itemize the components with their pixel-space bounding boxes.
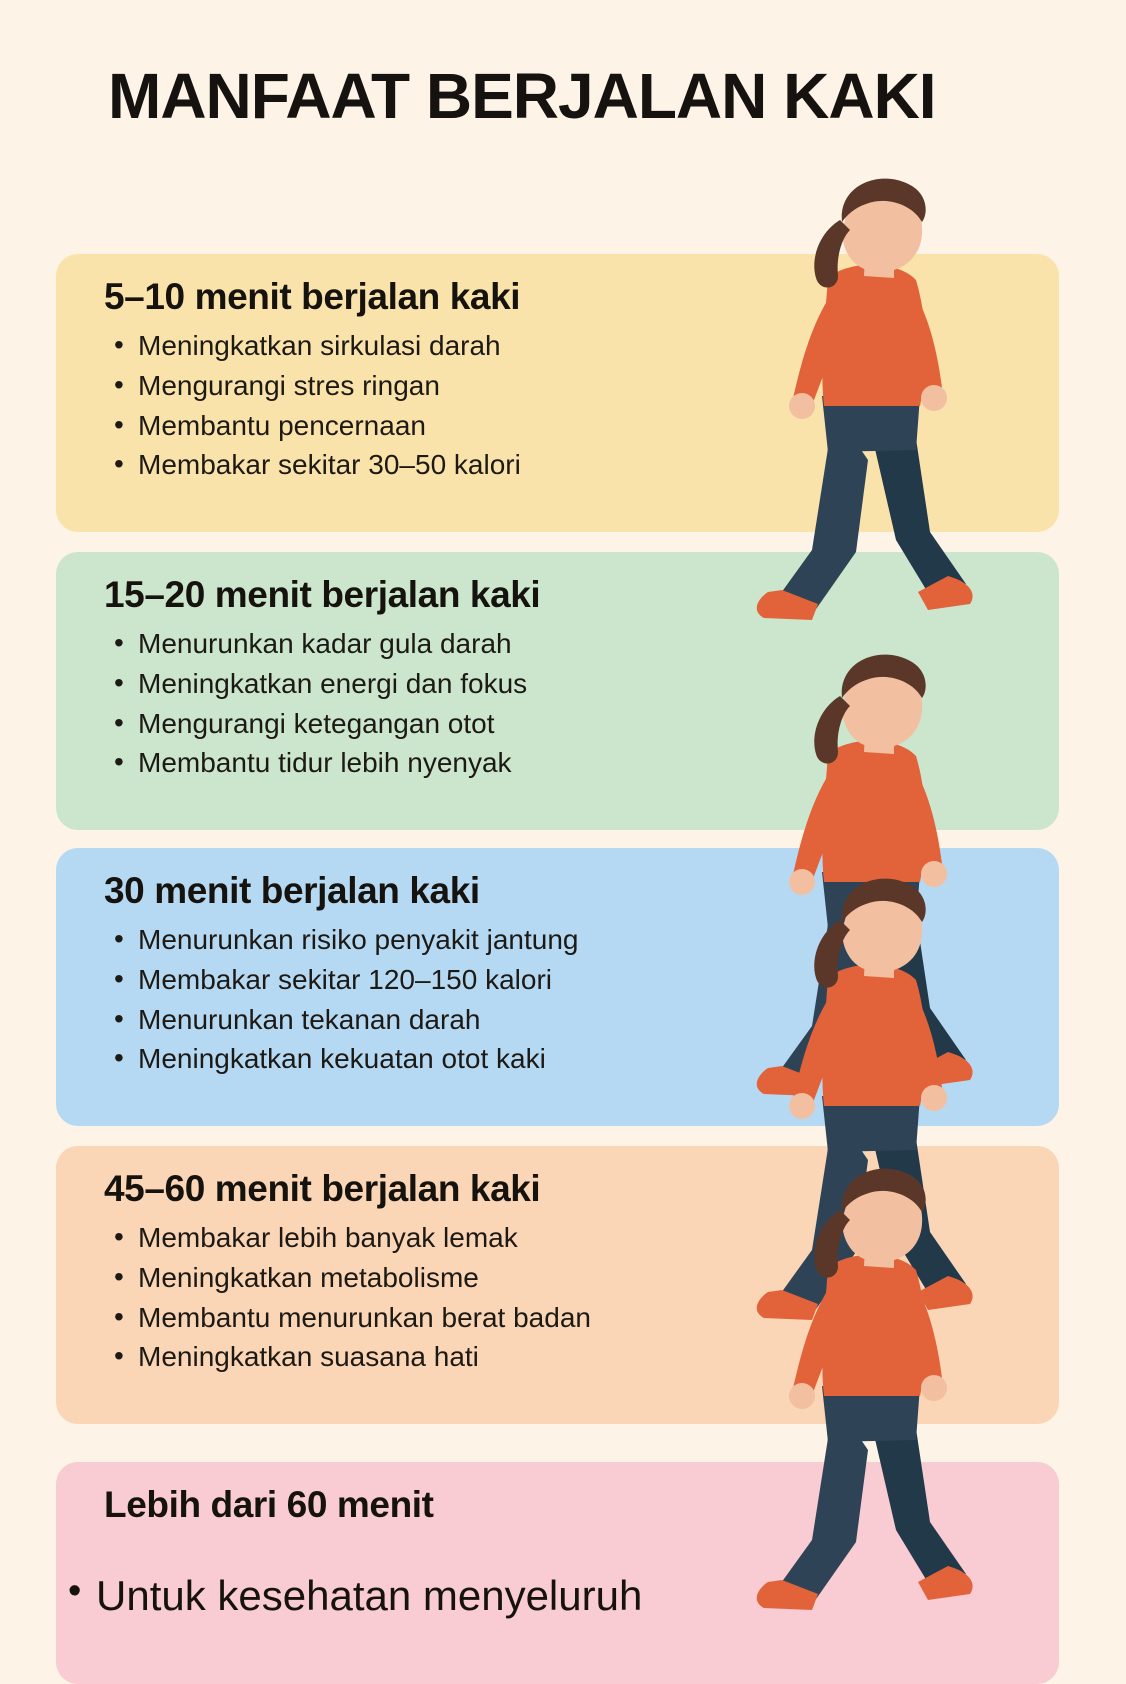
list-item: • Meningkatkan metabolisme <box>104 1258 1029 1298</box>
benefit-card <box>56 552 1059 830</box>
list-item: • Mengurangi stres ringan <box>104 366 1029 406</box>
list-item: • Membantu tidur lebih nyenyak <box>104 743 1029 783</box>
list-item: • Meningkatkan energi dan fokus <box>104 664 1029 704</box>
list-item: • Menurunkan tekanan darah <box>104 1000 1029 1040</box>
card-title: 45–60 menit berjalan kaki <box>104 1168 541 1209</box>
page-title: MANFAAT BERJALAN KAKI <box>108 60 936 132</box>
card-bullet-list <box>104 1218 1029 1377</box>
list-item: • Mengurangi ketegangan otot <box>104 704 1029 744</box>
closing-line: • Untuk kesehatan menyeluruh <box>62 1572 1065 1620</box>
list-item: • Membantu pencernaan <box>104 406 1029 446</box>
list-item: • Membantu menurunkan berat badan <box>104 1298 1029 1338</box>
benefit-card <box>56 254 1059 532</box>
card-title: 15–20 menit berjalan kaki <box>104 574 541 615</box>
list-item: • Membakar sekitar 30–50 kalori <box>104 445 1029 485</box>
list-item: • Meningkatkan kekuatan otot kaki <box>104 1039 1029 1079</box>
list-item: • Meningkatkan suasana hati <box>104 1337 1029 1377</box>
card-bullet-list <box>104 920 1029 1079</box>
list-item: • Membakar lebih banyak lemak <box>104 1218 1029 1258</box>
card-title: 30 menit berjalan kaki <box>104 870 480 911</box>
card-bullet-list <box>104 624 1029 783</box>
benefit-card <box>56 848 1059 1126</box>
list-item: • Menurunkan risiko penyakit jantung <box>104 920 1029 960</box>
list-item: • Menurunkan kadar gula darah <box>104 624 1029 664</box>
list-item: • Membakar sekitar 120–150 kalori <box>104 960 1029 1000</box>
benefit-card <box>56 1146 1059 1424</box>
card-title: Lebih dari 60 menit <box>104 1484 434 1525</box>
list-item: • Meningkatkan sirkulasi darah <box>104 326 1029 366</box>
card-bullet-list <box>104 326 1029 485</box>
card-title: 5–10 menit berjalan kaki <box>104 276 521 317</box>
